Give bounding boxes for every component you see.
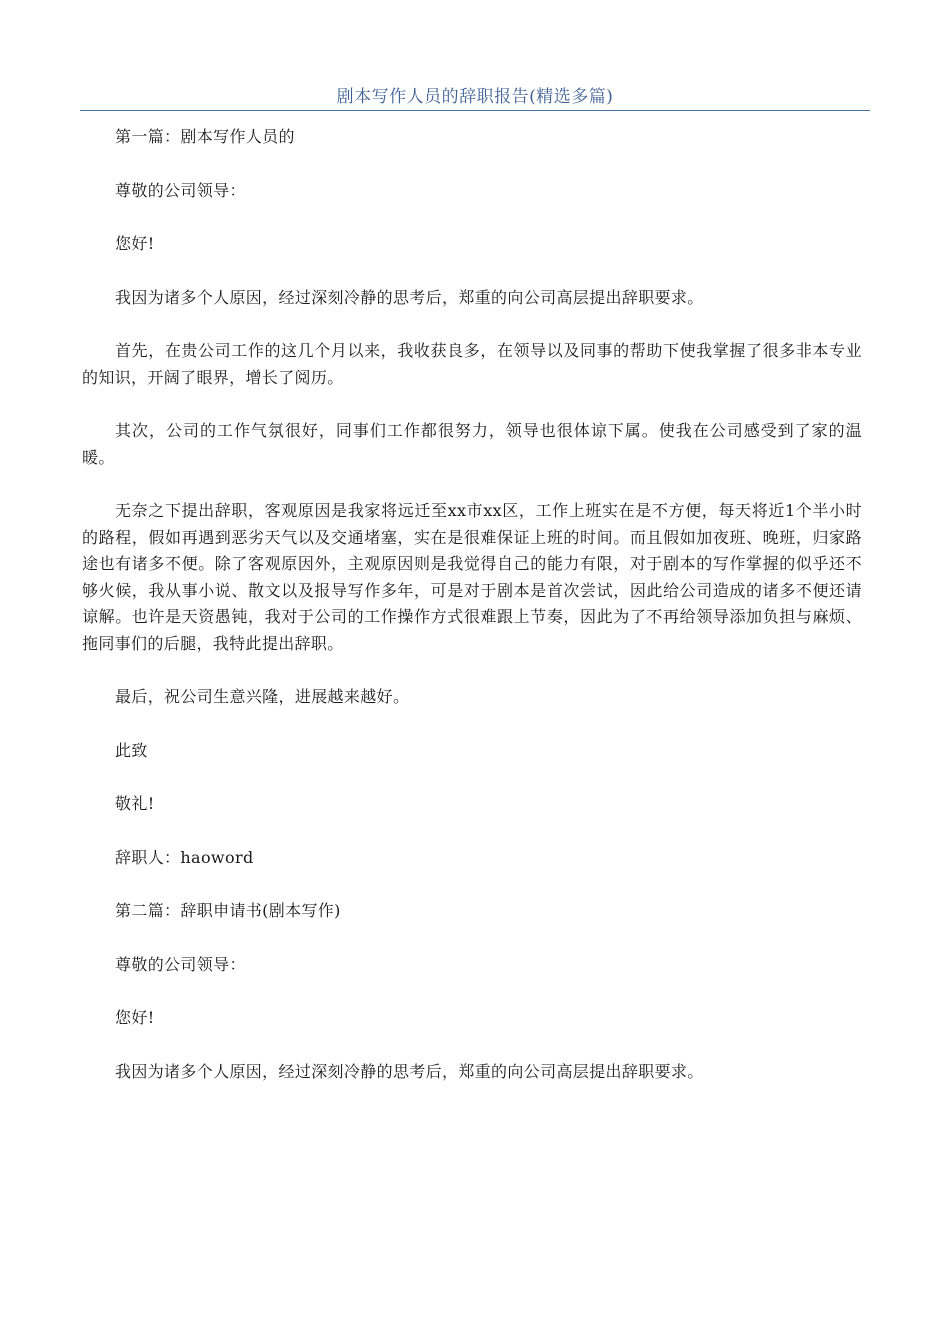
page-header bbox=[80, 80, 870, 111]
section-heading-1: 第一篇：剧本写作人员的 bbox=[115, 127, 295, 146]
closing-wish: 最后，祝公司生意兴隆，进展越来越好。 bbox=[115, 687, 410, 706]
body-paragraph: 无奈之下提出辞职，客观原因是我家将远迁至xx市xx区，工作上班实在是不方便，每天将近1个半小时的路程，假如再遇到恶劣天气以及交通堵塞，实在是很难保证上班的时间。而且假如加夜班、晚班，归家路途也有诸多不便。除了客观原因外，主观原因则是我觉得自己的能力有限，对于剧本的写作掌握的似乎还不够火候，我从事小说、散文以及报导写作多年，可是对于剧本是首次尝试，因此给公司造成的诸多不便还请谅解。也许是天资愚钝，我对于公司的工作操作方式很难跟上节奏，因此为了不再给领导添加负担与麻烦、拖同事们的后腿，我特此提出辞职。 bbox=[82, 501, 862, 653]
body-paragraph: 首先，在贵公司工作的这几个月以来，我收获良多，在领导以及同事的帮助下使我掌握了很多非本专业的知识，开阔了眼界，增长了阅历。 bbox=[82, 341, 862, 387]
salutation: 尊敬的公司领导： bbox=[115, 954, 246, 974]
greeting: 您好! bbox=[115, 234, 155, 253]
body-paragraph: 其次，公司的工作气氛很好，同事们工作都很努力，领导也很体谅下属。使我在公司感受到了家的温暖。 bbox=[82, 421, 862, 467]
salutation: 尊敬的公司领导： bbox=[115, 180, 246, 200]
closing-regards: 敬礼! bbox=[115, 794, 155, 813]
greeting: 您好! bbox=[115, 1008, 155, 1027]
closing-line: 此致 bbox=[115, 740, 148, 760]
document-body bbox=[82, 124, 862, 1112]
body-paragraph: 我因为诸多个人原因，经过深刻冷静的思考后，郑重的向公司高层提出辞职要求。 bbox=[115, 287, 704, 307]
section-heading-2: 第二篇：辞职申请书(剧本写作) bbox=[115, 901, 341, 920]
body-paragraph: 我因为诸多个人原因，经过深刻冷静的思考后，郑重的向公司高层提出辞职要求。 bbox=[115, 1061, 704, 1081]
signature: 辞职人：haoword bbox=[115, 847, 254, 867]
document-title: 剧本写作人员的辞职报告(精选多篇) bbox=[336, 87, 614, 107]
